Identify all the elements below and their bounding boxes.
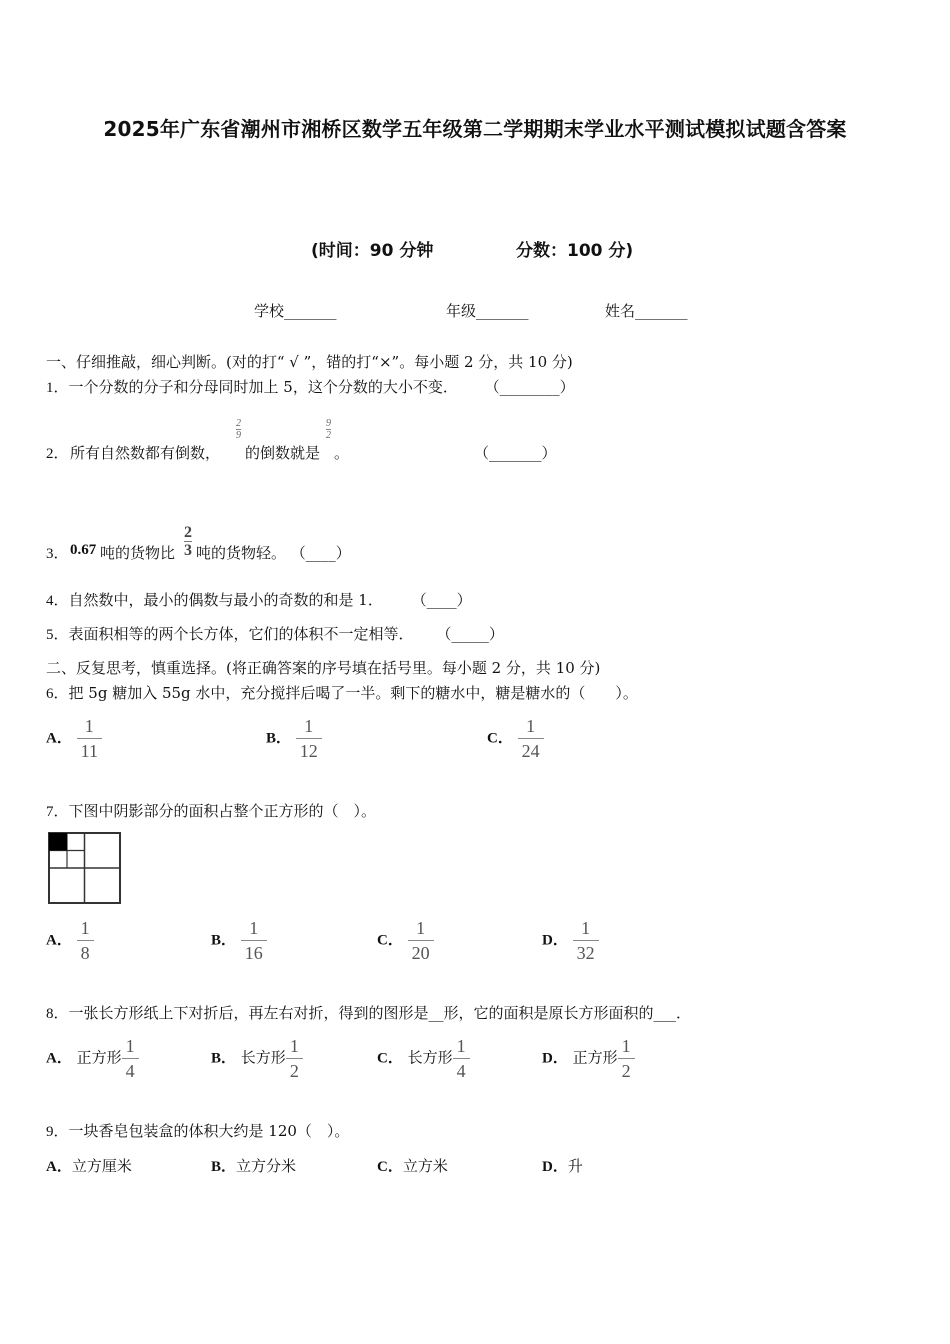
question-8 [46,1002,691,1023]
option-fraction: $\frac{1}{24}$ [518,716,544,761]
question-number: 7． [46,804,69,820]
q7-option-d[interactable]: D． $\frac{1}{32}$ [542,918,599,963]
option-fraction: $\frac{1}{2}$ [286,1036,303,1081]
question-text: 。 [334,444,350,462]
q9-option-c[interactable]: C．立方米 [377,1157,448,1175]
name-field: 姓名_______ [605,302,688,320]
question-1 [46,376,575,397]
question-number: 4． [46,593,69,609]
option-fraction: $\frac{1}{32}$ [573,918,599,963]
question-number: 2． [46,446,69,462]
question-number: 3． [46,546,69,562]
section-1-heading: 一、仔细推敲，细心判断。(对的打“ √ ”，错的打“×”。每小题 2 分，共 10 分) [46,353,573,371]
q7-option-c[interactable]: C． $\frac{1}{20}$ [377,918,434,963]
question-text: 的倒数就是 [245,444,321,462]
exam-score: 分数：100 分) [516,241,634,261]
question-text: 下图中阴影部分的面积占整个正方形的（ ）。 [68,802,377,820]
q6-option-c[interactable]: C． $\frac{1}{24}$ [487,716,544,761]
q9-option-a[interactable]: A．立方厘米 [46,1157,132,1175]
answer-blank: （_____） [436,625,504,643]
question-text: 所有自然数都有倒数， [70,444,221,462]
option-fraction: $\frac{1}{16}$ [241,918,267,963]
question-9 [46,1120,349,1141]
option-fraction: $\frac{1}{4}$ [453,1036,470,1081]
exam-time: (时间：90 分钟 [311,241,434,261]
question-text: 一个分数的分子和分母同时加上 5，这个分数的大小不变． [68,378,458,396]
question-text: 一块香皂包装盒的体积大约是 120（ ）。 [68,1122,350,1140]
page-title: 2025年广东省潮州市湘桥区数学五年级第二学期期末学业水平测试模拟试题含答案 [103,117,847,141]
option-fraction: $\frac{1}{4}$ [122,1036,139,1081]
q8-option-a[interactable]: A． 正方形 $\frac{1}{4}$ [46,1036,139,1081]
q8-option-d[interactable]: D． 正方形 $\frac{1}{2}$ [542,1036,635,1081]
q8-option-b[interactable]: B． 长方形 $\frac{1}{2}$ [211,1036,303,1081]
question-text: 自然数中，最小的偶数与最小的奇数的和是 1． [68,591,383,609]
option-fraction: $\frac{1}{12}$ [296,716,322,761]
fraction-two-thirds: 2 3 [184,524,192,559]
answer-blank: （________） [484,378,575,396]
q7-option-a[interactable]: A． $\frac{1}{8}$ [46,918,94,963]
q7-option-b[interactable]: B． $\frac{1}{16}$ [211,918,267,963]
grade-field: 年级_______ [446,302,529,320]
q9-option-b[interactable]: B．立方分米 [211,1157,297,1175]
question-number: 6． [46,686,69,702]
option-fraction: $\frac{1}{20}$ [408,918,434,963]
q9-option-d[interactable]: D．升 [542,1157,583,1175]
question-5 [46,623,504,644]
shaded-square-figure [48,832,122,904]
question-text: 吨的货物轻。 （____） [196,544,351,562]
option-fraction: $\frac{1}{2}$ [618,1036,635,1081]
school-field: 学校_______ [254,302,337,320]
q8-option-c[interactable]: C． 长方形 $\frac{1}{4}$ [377,1036,470,1081]
fraction-nine-halves: 9 2 [326,418,331,441]
q6-option-a[interactable]: A． $\frac{1}{11}$ [46,716,102,761]
question-text: 把 5g 糖加入 55g 水中，充分搅拌后喝了一半。剩下的糖水中，糖是糖水的（ ）。 [68,684,638,702]
question-number: 5． [46,627,69,643]
question-text: 吨的货物比 [100,544,176,562]
question-text: 表面积相等的两个长方体，它们的体积不一定相等． [68,625,414,643]
question-number: 8． [46,1006,69,1022]
question-number: 9． [46,1124,69,1140]
answer-blank: （_______） [474,444,557,462]
question-6 [46,682,638,703]
question-value: 0.67 [70,542,97,558]
section-2-heading: 二、反复思考，慎重选择。(将正确答案的序号填在括号里。每小题 2 分，共 10 分) [46,659,601,677]
question-7 [46,800,376,821]
question-number: 1． [46,380,69,396]
question-text: 一张长方形纸上下对折后，再左右对折，得到的图形是__形，它的面积是原长方形面积的___． [68,1004,692,1022]
shaded-region [49,833,67,851]
option-fraction: $\frac{1}{8}$ [77,918,94,963]
q6-option-b[interactable]: B． $\frac{1}{12}$ [266,716,322,761]
fraction-two-ninths: 2 9 [236,418,241,441]
answer-blank: （____） [411,591,472,609]
option-fraction: $\frac{1}{11}$ [77,716,102,761]
question-4 [46,589,472,610]
